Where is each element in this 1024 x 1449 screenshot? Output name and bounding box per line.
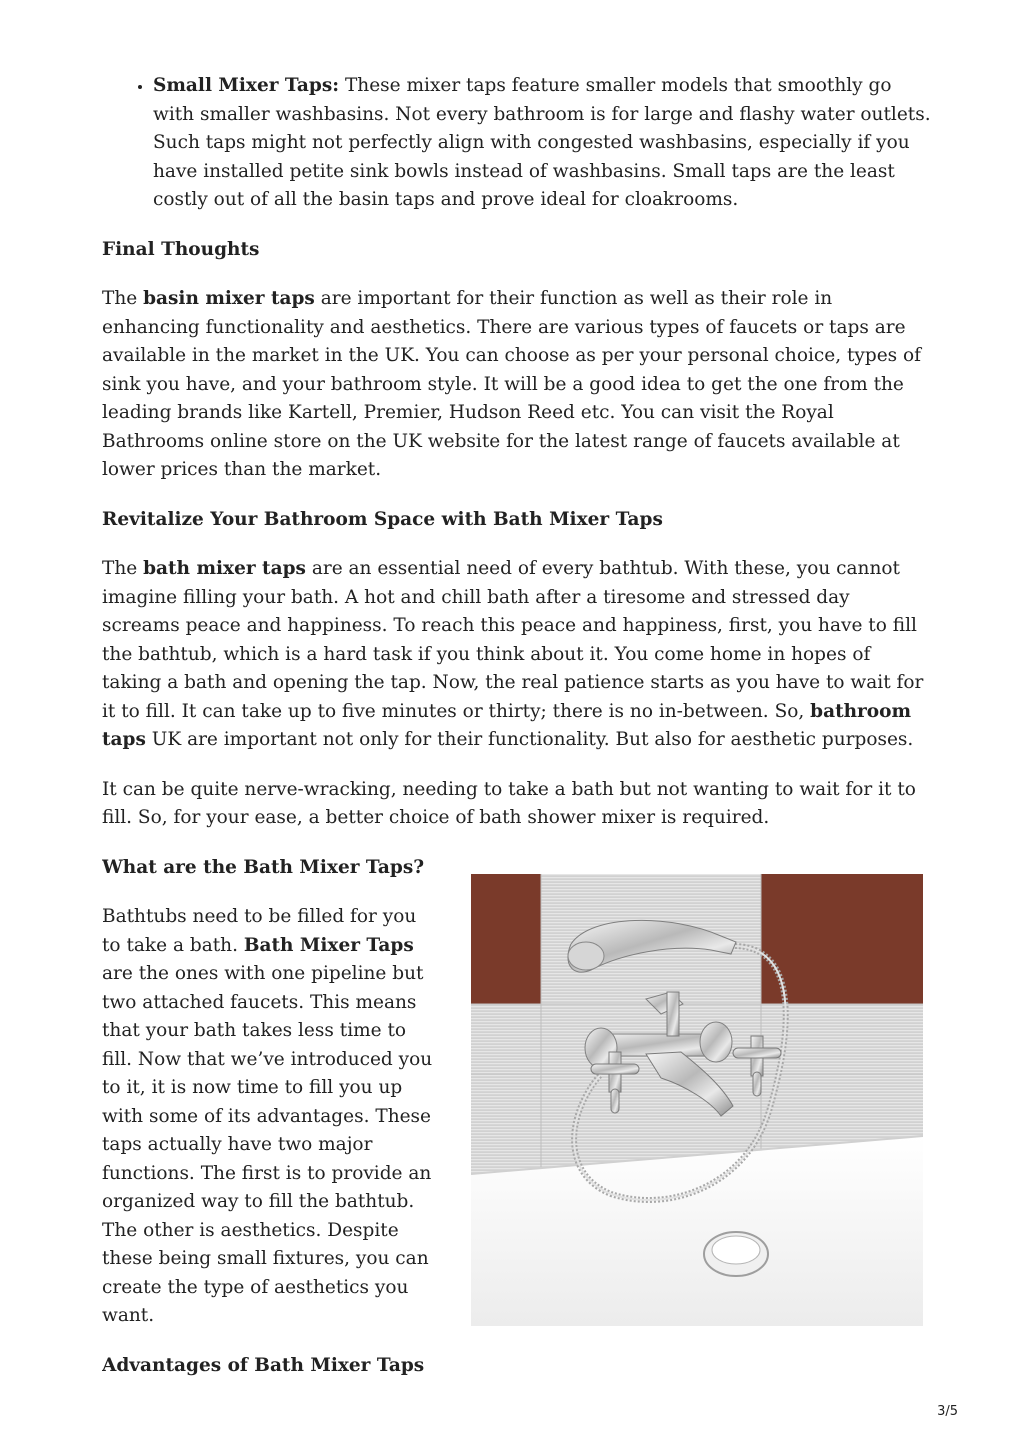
what-are-paragraph xyxy=(102,903,437,1331)
text-run: The xyxy=(102,288,144,309)
text-run: are the ones with one pipeline but two attached faucets. This means that your bath takes less time to fill. Now that we’ve introduced you to it, it is now time to fill you up with some of its advantages. These taps actually have two major functions. The first is to provide an organized way to fill the bathtub. The other is aesthetics. Despite these being small fixtures, you can create the type of aesthetics you want. xyxy=(102,963,433,1326)
revitalize-paragraph-1 xyxy=(102,555,932,755)
text-run: The xyxy=(102,558,144,579)
what-are-section xyxy=(102,854,932,1402)
final-thoughts-paragraph xyxy=(102,285,932,485)
text-run: UK are important not only for their functionality. But also for aesthetic purposes. xyxy=(145,729,914,750)
bath-mixer-taps-bold: bath mixer taps xyxy=(143,558,306,579)
final-thoughts-heading: Final Thoughts xyxy=(102,238,260,260)
revitalize-paragraph-2: It can be quite nerve-wracking, needing to take a bath but not wanting to wait for it to fill. So, for your ease, a better choice of bath shower mixer is required. xyxy=(102,778,916,828)
bullet-label: Small Mixer Taps: xyxy=(153,75,340,96)
red-tile-right xyxy=(761,874,923,1004)
bath-mixer-taps-bold: Bath Mixer Taps xyxy=(243,934,414,956)
page-number: 3/5 xyxy=(937,1404,958,1419)
article-content xyxy=(102,72,932,1401)
basin-mixer-taps-link-text: basin mixer taps xyxy=(143,288,315,309)
list-item xyxy=(153,72,932,215)
text-run: Bathtubs need to be filled for you to take a bath. xyxy=(102,906,417,956)
text-run: are an essential need of every bathtub. With these, you cannot imagine filling your bath. A hot and chill bath after a tiresome and stressed day screams peace and happiness. To reach this peace and happiness, first, you have to fill the bathtub, which is a hard task if you think about it. You come home in hopes of taking a bath and opening the tap. Now, the real patience starts as you have to wait for it to fill. It can take up to five minutes or thirty; there is no in-between. So, xyxy=(102,558,924,722)
what-are-text-column xyxy=(102,854,437,1402)
text-run: are important for their function as well as their role in enhancing functionality and aesthetics. There are various types of faucets or taps are available in the market in the UK. You can choose as per your personal choice, types of sink you have, and your bathroom style. It will be a good idea to get the one from the leading brands like Kartell, Premier, Hudson Reed etc. You can visit the Royal Bathrooms online store on the UK website for the latest range of faucets available at lower prices than the market. xyxy=(102,288,921,480)
red-tile-left xyxy=(471,874,541,1004)
revitalize-heading: Revitalize Your Bathroom Space with Bath Mixer Taps xyxy=(102,508,663,530)
advantages-heading: Advantages of Bath Mixer Taps xyxy=(102,1354,425,1376)
bullet-text: These mixer taps feature smaller models that smoothly go with smaller washbasins. Not every bathroom is for large and flashy water outlets. Such taps might not perfectly align with congested washbasins, especially if you have installed petite sink bowls instead of washbasins. Small taps are the least costly out of all the basin taps and prove ideal for cloakrooms. xyxy=(153,75,931,210)
what-are-heading: What are the Bath Mixer Taps? xyxy=(102,856,425,878)
taps-bullet-list xyxy=(102,72,932,215)
bath-mixer-photo-container xyxy=(471,874,923,1326)
bath-mixer-tap-photo xyxy=(471,874,923,1326)
bathroom-taps-bold: bathroom taps xyxy=(102,700,912,750)
